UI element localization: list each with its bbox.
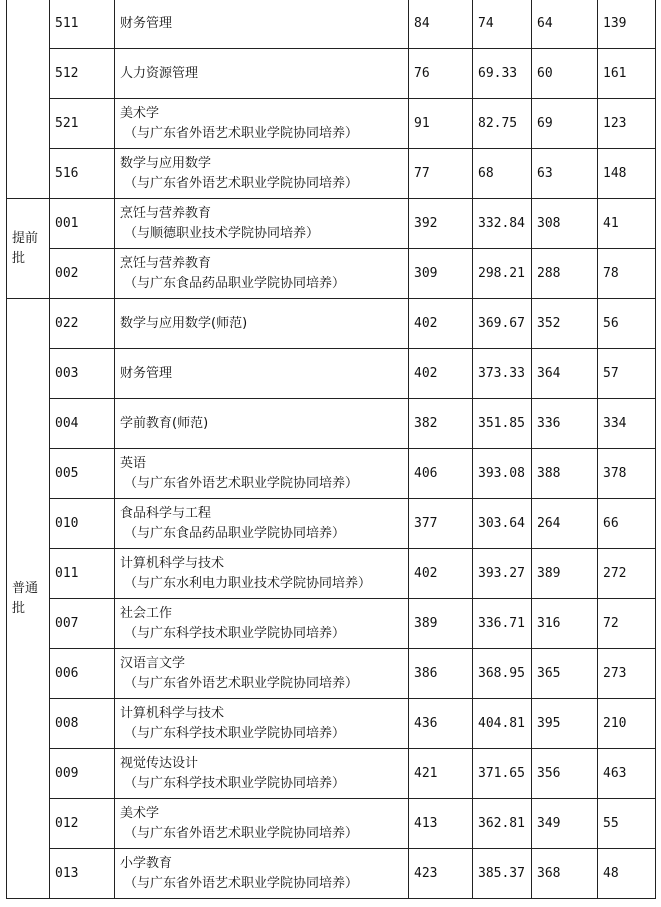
major-name-cell	[115, 49, 409, 99]
max-score-cell: 386	[409, 649, 473, 699]
rank-cell: 41	[598, 199, 656, 249]
table-row	[7, 549, 656, 599]
max-score-cell: 91	[409, 99, 473, 149]
major-name: 美术学	[120, 105, 160, 121]
major-code-cell: 022	[50, 299, 115, 349]
max-score-cell: 84	[409, 0, 473, 49]
major-name: 食品科学与工程	[120, 505, 212, 521]
rank-cell: 273	[598, 649, 656, 699]
partner-note: （与广东省外语艺术职业学院协同培养）	[124, 675, 359, 691]
major-name: 计算机科学与技术	[120, 705, 225, 721]
table-row	[7, 99, 656, 149]
max-score-cell: 392	[409, 199, 473, 249]
partner-note: （与广东科学技术职业学院协同培养）	[124, 725, 346, 741]
major-name-cell	[115, 249, 409, 299]
major-name-cell	[115, 599, 409, 649]
avg-score-cell: 332.84	[473, 199, 532, 249]
table-row	[7, 599, 656, 649]
major-name-cell	[115, 199, 409, 249]
min-score-cell: 60	[532, 49, 598, 99]
avg-score-cell: 393.27	[473, 549, 532, 599]
avg-score-cell: 74	[473, 0, 532, 49]
rank-cell: 378	[598, 449, 656, 499]
partner-note: （与广东省外语艺术职业学院协同培养）	[124, 875, 359, 891]
min-score-cell: 63	[532, 149, 598, 199]
avg-score-cell: 351.85	[473, 399, 532, 449]
max-score-cell: 77	[409, 149, 473, 199]
major-code-cell: 002	[50, 249, 115, 299]
min-score-cell: 308	[532, 199, 598, 249]
batch-cell: 普通 批	[7, 299, 50, 899]
rank-cell: 139	[598, 0, 656, 49]
major-name-cell	[115, 0, 409, 49]
major-name: 人力资源管理	[120, 65, 199, 81]
rank-cell: 66	[598, 499, 656, 549]
partner-note: （与广东省外语艺术职业学院协同培养）	[124, 475, 359, 491]
major-name-cell	[115, 99, 409, 149]
major-name: 学前教育(师范)	[120, 415, 209, 431]
major-name-cell	[115, 849, 409, 899]
avg-score-cell: 393.08	[473, 449, 532, 499]
major-code-cell: 001	[50, 199, 115, 249]
rank-cell: 272	[598, 549, 656, 599]
table-row	[7, 299, 656, 349]
admission-score-table	[6, 0, 656, 899]
partner-note: （与顺德职业技术学院协同培养）	[124, 225, 320, 241]
major-name: 烹饪与营养教育	[120, 205, 212, 221]
avg-score-cell: 368.95	[473, 649, 532, 699]
table-row	[7, 649, 656, 699]
major-code-cell: 011	[50, 549, 115, 599]
major-name: 汉语言文学	[120, 655, 186, 671]
table-row	[7, 49, 656, 99]
min-score-cell: 364	[532, 349, 598, 399]
major-name-cell	[115, 549, 409, 599]
max-score-cell: 402	[409, 549, 473, 599]
avg-score-cell: 362.81	[473, 799, 532, 849]
major-name: 英语	[120, 455, 147, 471]
major-name-cell	[115, 299, 409, 349]
avg-score-cell: 385.37	[473, 849, 532, 899]
major-code-cell: 005	[50, 449, 115, 499]
major-name: 数学与应用数学	[120, 155, 212, 171]
table-row	[7, 199, 656, 249]
table-row	[7, 799, 656, 849]
major-name: 财务管理	[120, 15, 173, 31]
max-score-cell: 377	[409, 499, 473, 549]
rank-cell: 57	[598, 349, 656, 399]
table-row	[7, 849, 656, 899]
partner-note: （与广东食品药品职业学院协同培养）	[124, 275, 346, 291]
partner-note: （与广东水利电力职业技术学院协同培养）	[124, 575, 372, 591]
min-score-cell: 64	[532, 0, 598, 49]
min-score-cell: 349	[532, 799, 598, 849]
table-row	[7, 699, 656, 749]
table-row	[7, 349, 656, 399]
max-score-cell: 406	[409, 449, 473, 499]
avg-score-cell: 336.71	[473, 599, 532, 649]
partner-note: （与广东省外语艺术职业学院协同培养）	[124, 175, 359, 191]
major-code-cell: 010	[50, 499, 115, 549]
partner-note: （与广东省外语艺术职业学院协同培养）	[124, 125, 359, 141]
min-score-cell: 352	[532, 299, 598, 349]
major-name: 社会工作	[120, 605, 173, 621]
rank-cell: 72	[598, 599, 656, 649]
major-name: 烹饪与营养教育	[120, 255, 212, 271]
table-row	[7, 149, 656, 199]
major-name-cell	[115, 449, 409, 499]
min-score-cell: 365	[532, 649, 598, 699]
table-row	[7, 749, 656, 799]
avg-score-cell: 369.67	[473, 299, 532, 349]
table-row	[7, 0, 656, 49]
avg-score-cell: 69.33	[473, 49, 532, 99]
major-name-cell	[115, 749, 409, 799]
rank-cell: 463	[598, 749, 656, 799]
major-code-cell: 012	[50, 799, 115, 849]
major-name: 财务管理	[120, 365, 173, 381]
avg-score-cell: 68	[473, 149, 532, 199]
major-name-cell	[115, 149, 409, 199]
max-score-cell: 76	[409, 49, 473, 99]
min-score-cell: 288	[532, 249, 598, 299]
partner-note: （与广东省外语艺术职业学院协同培养）	[124, 825, 359, 841]
table-row	[7, 399, 656, 449]
major-code-cell: 521	[50, 99, 115, 149]
rank-cell: 56	[598, 299, 656, 349]
major-name-cell	[115, 399, 409, 449]
avg-score-cell: 371.65	[473, 749, 532, 799]
table-row	[7, 249, 656, 299]
rank-cell: 78	[598, 249, 656, 299]
table-body	[7, 0, 656, 899]
batch-cell	[7, 0, 50, 199]
table-row	[7, 499, 656, 549]
max-score-cell: 413	[409, 799, 473, 849]
min-score-cell: 389	[532, 549, 598, 599]
major-code-cell: 004	[50, 399, 115, 449]
rank-cell: 210	[598, 699, 656, 749]
major-name: 美术学	[120, 805, 160, 821]
rank-cell: 334	[598, 399, 656, 449]
max-score-cell: 402	[409, 349, 473, 399]
major-name-cell	[115, 699, 409, 749]
min-score-cell: 356	[532, 749, 598, 799]
avg-score-cell: 303.64	[473, 499, 532, 549]
major-code-cell: 009	[50, 749, 115, 799]
max-score-cell: 436	[409, 699, 473, 749]
avg-score-cell: 82.75	[473, 99, 532, 149]
partner-note: （与广东科学技术职业学院协同培养）	[124, 775, 346, 791]
major-code-cell: 013	[50, 849, 115, 899]
avg-score-cell: 298.21	[473, 249, 532, 299]
rank-cell: 48	[598, 849, 656, 899]
major-name-cell	[115, 649, 409, 699]
major-code-cell: 007	[50, 599, 115, 649]
min-score-cell: 388	[532, 449, 598, 499]
partner-note: （与广东食品药品职业学院协同培养）	[124, 525, 346, 541]
major-name-cell	[115, 799, 409, 849]
major-code-cell: 512	[50, 49, 115, 99]
major-code-cell: 006	[50, 649, 115, 699]
major-name-cell	[115, 349, 409, 399]
max-score-cell: 389	[409, 599, 473, 649]
min-score-cell: 336	[532, 399, 598, 449]
batch-cell: 提前 批	[7, 199, 50, 299]
min-score-cell: 316	[532, 599, 598, 649]
major-name: 数学与应用数学(师范)	[120, 315, 248, 331]
min-score-cell: 264	[532, 499, 598, 549]
avg-score-cell: 404.81	[473, 699, 532, 749]
max-score-cell: 423	[409, 849, 473, 899]
rank-cell: 55	[598, 799, 656, 849]
min-score-cell: 69	[532, 99, 598, 149]
max-score-cell: 421	[409, 749, 473, 799]
rank-cell: 161	[598, 49, 656, 99]
avg-score-cell: 373.33	[473, 349, 532, 399]
rank-cell: 123	[598, 99, 656, 149]
major-code-cell: 511	[50, 0, 115, 49]
major-name: 计算机科学与技术	[120, 555, 225, 571]
max-score-cell: 402	[409, 299, 473, 349]
major-name: 视觉传达设计	[120, 755, 199, 771]
rank-cell: 148	[598, 149, 656, 199]
min-score-cell: 395	[532, 699, 598, 749]
major-name-cell	[115, 499, 409, 549]
max-score-cell: 309	[409, 249, 473, 299]
major-code-cell: 003	[50, 349, 115, 399]
table-row	[7, 449, 656, 499]
major-code-cell: 008	[50, 699, 115, 749]
major-name: 小学教育	[120, 855, 173, 871]
major-code-cell: 516	[50, 149, 115, 199]
partner-note: （与广东科学技术职业学院协同培养）	[124, 625, 346, 641]
max-score-cell: 382	[409, 399, 473, 449]
min-score-cell: 368	[532, 849, 598, 899]
